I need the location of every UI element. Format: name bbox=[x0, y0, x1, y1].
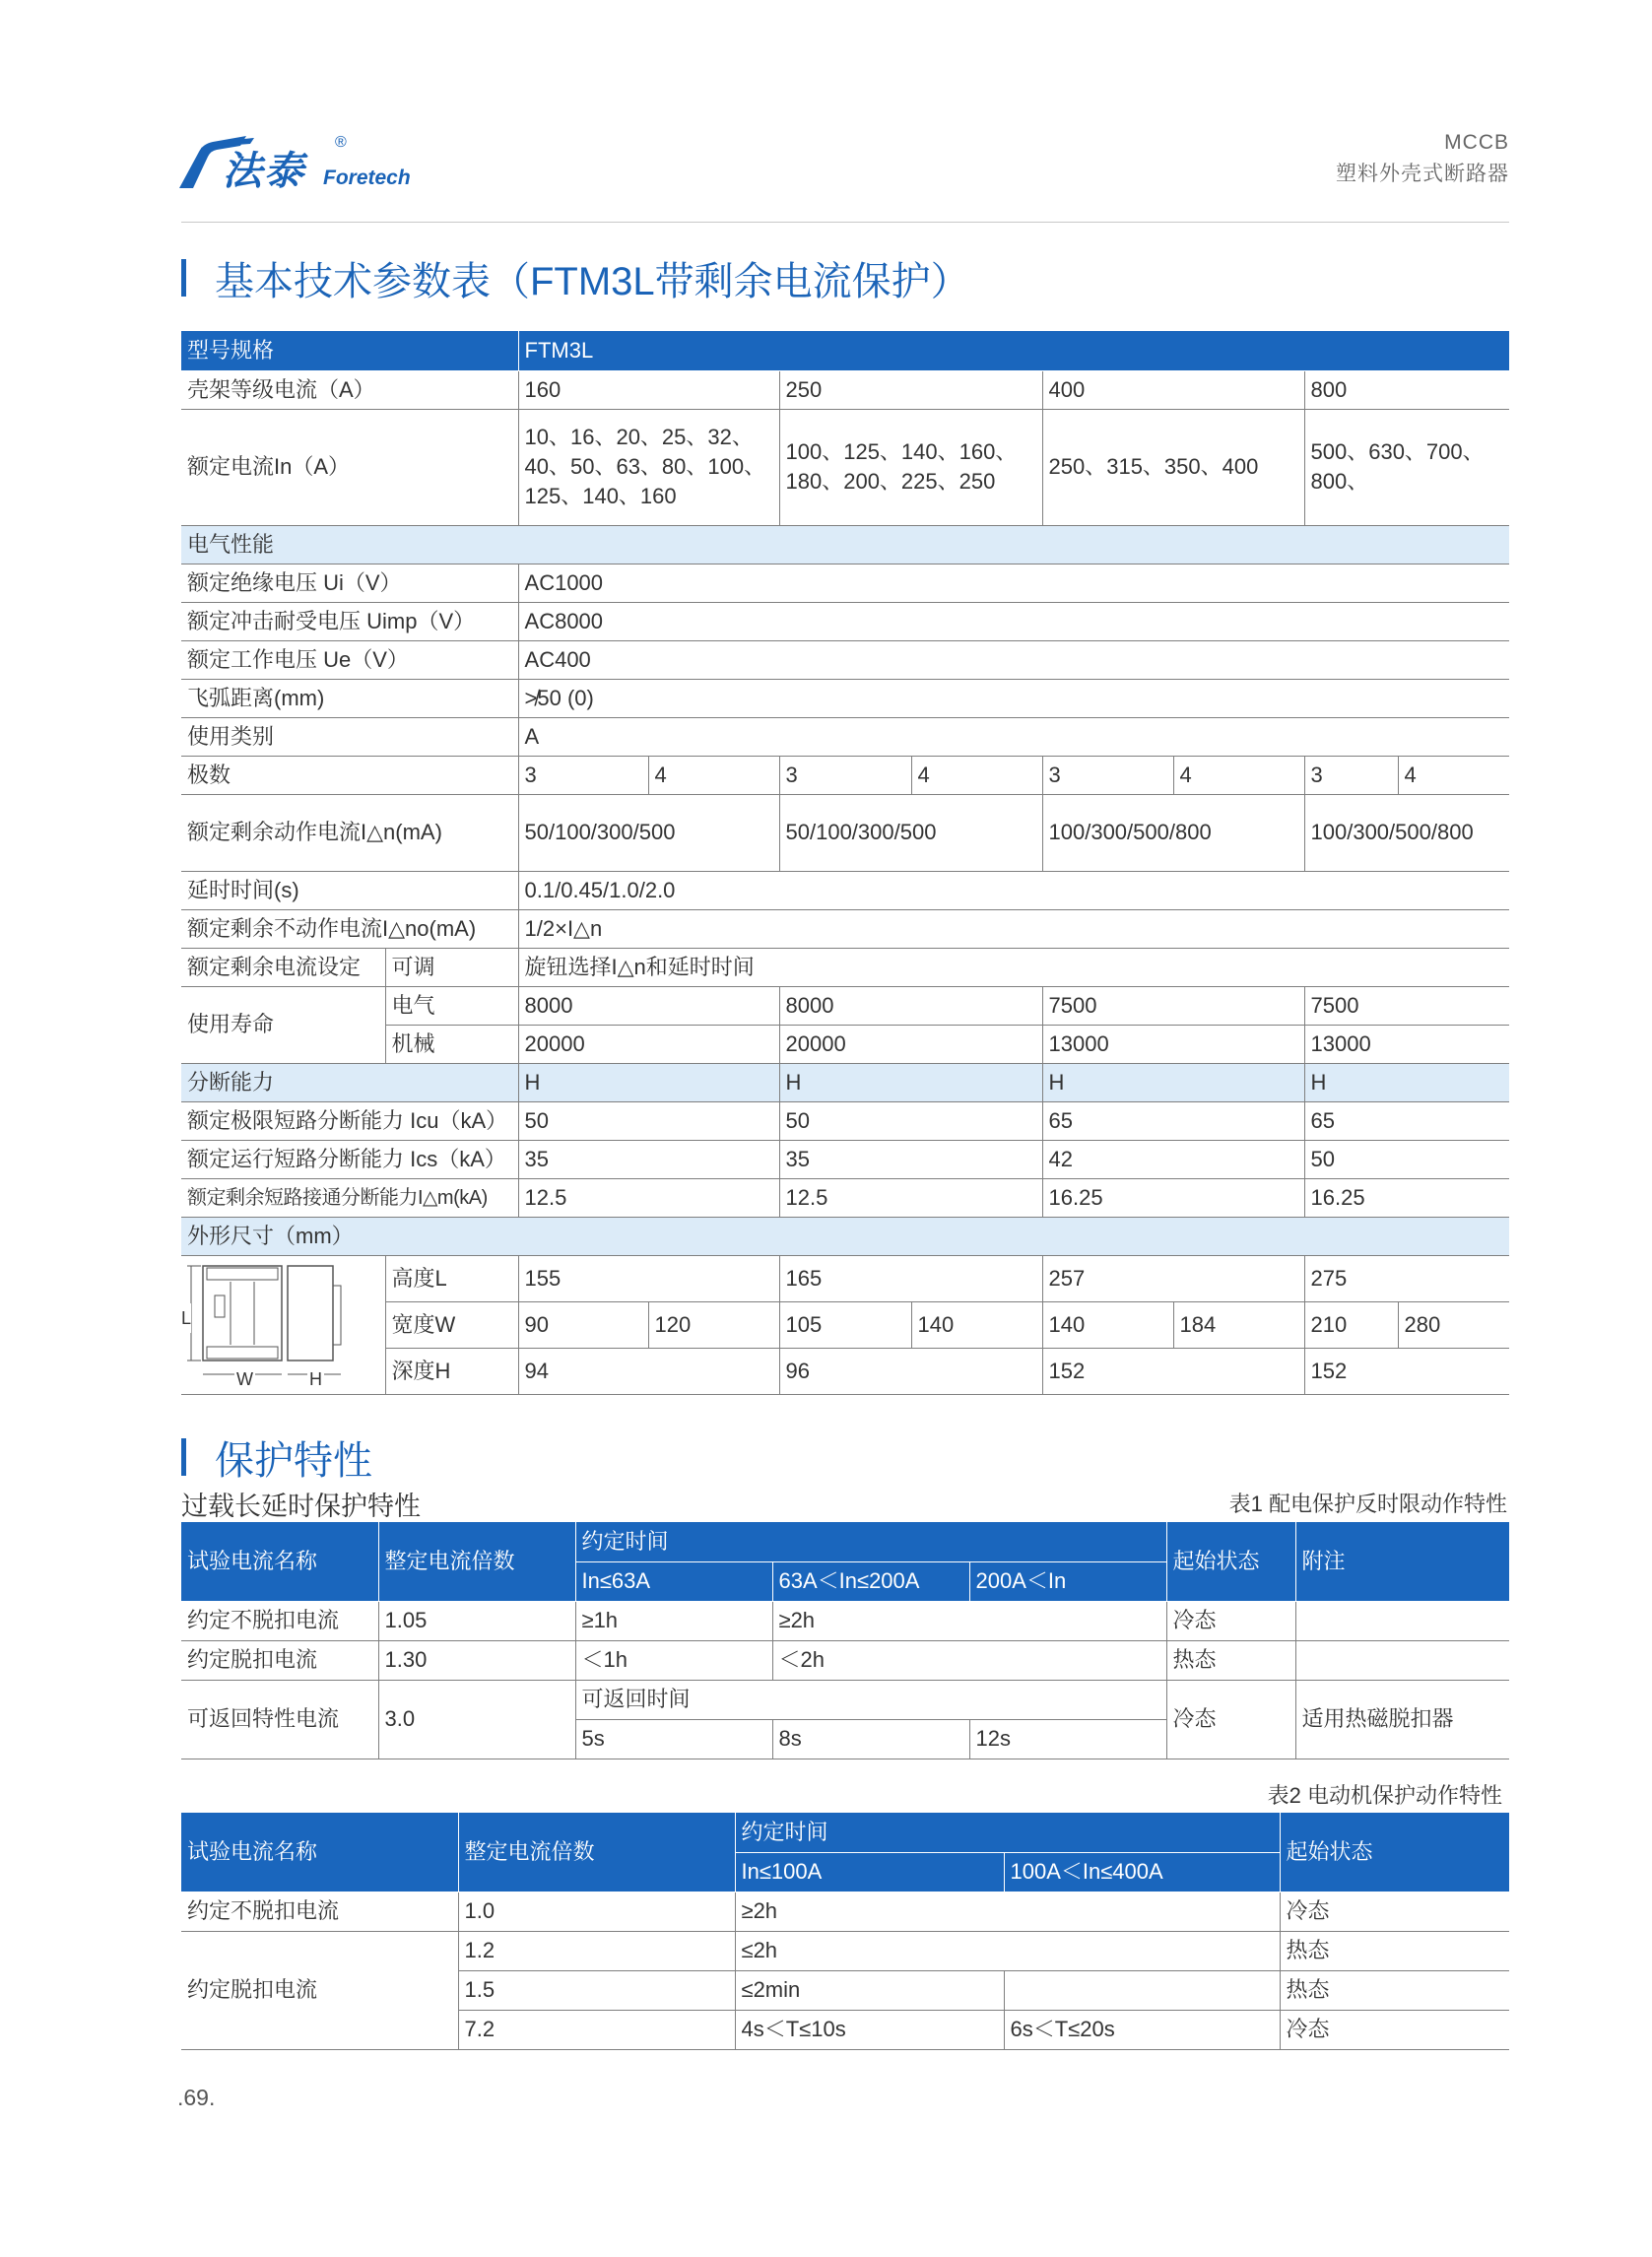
life-electric-cell: 8000 bbox=[779, 986, 1042, 1025]
delay-label: 延时时间(s) bbox=[181, 871, 518, 909]
width-cell: 105 bbox=[779, 1301, 911, 1348]
life-electric-label: 电气 bbox=[385, 986, 518, 1025]
category-value: A bbox=[518, 717, 1509, 756]
model-value: FTM3L bbox=[518, 331, 1509, 370]
t1-head-t1: In≤63A bbox=[575, 1561, 772, 1601]
dimension-diagram bbox=[181, 1255, 385, 1394]
t1-head-mult: 整定电流倍数 bbox=[378, 1522, 575, 1601]
t1-head-t3: 200A＜In bbox=[969, 1561, 1166, 1601]
t1-row-t2: ＜2h bbox=[772, 1640, 1166, 1680]
t2-row-time: ≥2h bbox=[735, 1892, 1280, 1931]
t1-return-t1: 5s bbox=[575, 1719, 772, 1759]
t1-row-state: 热态 bbox=[1166, 1640, 1295, 1680]
t1-return-note: 适用热磁脱扣器 bbox=[1295, 1680, 1509, 1759]
residual-cell: 50/100/300/500 bbox=[518, 794, 779, 871]
ue-label: 额定工作电压 Ue（V） bbox=[181, 640, 518, 679]
idm-cell: 16.25 bbox=[1042, 1178, 1304, 1217]
life-mech-cell: 13000 bbox=[1304, 1025, 1509, 1063]
setting-value: 旋钮选择I△n和延时时间 bbox=[518, 948, 1509, 986]
height-cell: 165 bbox=[779, 1255, 1042, 1301]
ics-cell: 35 bbox=[779, 1140, 1042, 1178]
t2-row-mult: 1.5 bbox=[458, 1970, 735, 2010]
height-cell: 155 bbox=[518, 1255, 779, 1301]
width-cell: 140 bbox=[911, 1301, 1042, 1348]
t1-row-mult: 1.05 bbox=[378, 1601, 575, 1640]
t2-head-mult: 整定电流倍数 bbox=[458, 1813, 735, 1892]
depth-cell: 152 bbox=[1042, 1348, 1304, 1394]
setting-label: 额定剩余电流设定 bbox=[181, 948, 385, 986]
t2-row-state: 冷态 bbox=[1280, 1892, 1509, 1931]
t1-head-state: 起始状态 bbox=[1166, 1522, 1295, 1601]
section-title-protection: 保护特性 bbox=[215, 1439, 372, 1483]
setting-sub: 可调 bbox=[385, 948, 518, 986]
frame-cell: 160 bbox=[518, 370, 779, 409]
uimp-label: 额定冲击耐受电压 Uimp（V） bbox=[181, 602, 518, 640]
t1-head-test: 试验电流名称 bbox=[181, 1522, 378, 1601]
t2-head-time: 约定时间 bbox=[735, 1813, 1280, 1852]
life-label: 使用寿命 bbox=[181, 986, 385, 1063]
header-divider bbox=[181, 222, 1509, 223]
t2-row-time: ≤2min bbox=[735, 1970, 1004, 2010]
nonop-value: 1/2×I△n bbox=[518, 909, 1509, 948]
depth-label: 深度H bbox=[385, 1348, 518, 1394]
ics-cell: 50 bbox=[1304, 1140, 1509, 1178]
poles-cell: 4 bbox=[648, 756, 779, 794]
frame-label: 壳架等级电流（A） bbox=[181, 370, 518, 409]
life-mech-cell: 20000 bbox=[779, 1025, 1042, 1063]
model-label: 型号规格 bbox=[181, 331, 518, 370]
arc-value: ≯50 (0) bbox=[518, 679, 1509, 717]
height-cell: 257 bbox=[1042, 1255, 1304, 1301]
depth-cell: 96 bbox=[779, 1348, 1042, 1394]
t2-head-t1: In≤100A bbox=[735, 1852, 1004, 1892]
rated-current-label: 额定电流In（A） bbox=[181, 409, 518, 525]
ics-cell: 42 bbox=[1042, 1140, 1304, 1178]
ue-value: AC400 bbox=[518, 640, 1509, 679]
t2-group-name: 约定脱扣电流 bbox=[181, 1931, 458, 2049]
poles-label: 极数 bbox=[181, 756, 518, 794]
t2-row-mult: 7.2 bbox=[458, 2010, 735, 2049]
subsection-overload: 过载长延时保护特性 bbox=[181, 1492, 421, 1521]
idm-cell: 12.5 bbox=[779, 1178, 1042, 1217]
poles-cell: 4 bbox=[1398, 756, 1509, 794]
life-electric-cell: 8000 bbox=[518, 986, 779, 1025]
width-cell: 210 bbox=[1304, 1301, 1398, 1348]
life-mech-cell: 20000 bbox=[518, 1025, 779, 1063]
residual-cell: 50/100/300/500 bbox=[779, 794, 1042, 871]
residual-cell: 100/300/500/800 bbox=[1304, 794, 1509, 871]
t2-row-name: 约定不脱扣电流 bbox=[181, 1892, 458, 1931]
t1-head-t2: 63A＜In≤200A bbox=[772, 1561, 969, 1601]
rated-current-cell: 250、315、350、400 bbox=[1042, 409, 1304, 525]
depth-cell: 152 bbox=[1304, 1348, 1509, 1394]
idm-cell: 12.5 bbox=[518, 1178, 779, 1217]
t1-row-name: 约定不脱扣电流 bbox=[181, 1601, 378, 1640]
t1-head-note: 附注 bbox=[1295, 1522, 1509, 1601]
t1-return-time-label: 可返回时间 bbox=[575, 1680, 1166, 1719]
t2-row-time: ≤2h bbox=[735, 1931, 1280, 1970]
t2-head-test: 试验电流名称 bbox=[181, 1813, 458, 1892]
icu-cell: 50 bbox=[779, 1101, 1042, 1140]
brand-cn: 法泰 bbox=[223, 150, 305, 193]
residual-cell: 100/300/500/800 bbox=[1042, 794, 1304, 871]
brand-en: Foretech bbox=[323, 166, 411, 189]
nonop-label: 额定剩余不动作电流I△no(mA) bbox=[181, 909, 518, 948]
frame-cell: 800 bbox=[1304, 370, 1509, 409]
t1-return-state: 冷态 bbox=[1166, 1680, 1295, 1759]
icu-cell: 65 bbox=[1042, 1101, 1304, 1140]
category-electrical: 电气性能 bbox=[181, 525, 1509, 564]
frame-cell: 400 bbox=[1042, 370, 1304, 409]
rated-current-cell: 500、630、700、800、 bbox=[1304, 409, 1509, 525]
t1-return-mult: 3.0 bbox=[378, 1680, 575, 1759]
width-label: 宽度W bbox=[385, 1301, 518, 1348]
t1-return-name: 可返回特性电流 bbox=[181, 1680, 378, 1759]
table2-caption: 表2 电动机保护动作特性 bbox=[1267, 1783, 1502, 1808]
poles-cell: 3 bbox=[1304, 756, 1398, 794]
width-cell: 120 bbox=[648, 1301, 779, 1348]
life-mech-cell: 13000 bbox=[1042, 1025, 1304, 1063]
page-number: .69. bbox=[177, 2085, 216, 2110]
breaking-label: 分断能力 bbox=[181, 1063, 518, 1101]
spec-table bbox=[181, 331, 1509, 1395]
height-label: 高度L bbox=[385, 1255, 518, 1301]
height-cell: 275 bbox=[1304, 1255, 1509, 1301]
section-title-bar bbox=[181, 1438, 186, 1476]
arc-label: 飞弧距离(mm) bbox=[181, 679, 518, 717]
poles-cell: 4 bbox=[1173, 756, 1304, 794]
poles-cell: 3 bbox=[1042, 756, 1173, 794]
dim-h-label: H bbox=[307, 1364, 324, 1394]
t1-row-note bbox=[1295, 1640, 1509, 1680]
poles-cell: 4 bbox=[911, 756, 1042, 794]
t1-return-t2: 8s bbox=[772, 1719, 969, 1759]
frame-cell: 250 bbox=[779, 370, 1042, 409]
t1-row-t2: ≥2h bbox=[772, 1601, 1166, 1640]
ui-value: AC1000 bbox=[518, 564, 1509, 602]
life-electric-cell: 7500 bbox=[1042, 986, 1304, 1025]
t2-row-time-empty bbox=[1004, 1970, 1280, 2010]
t2-row-t1: 4s＜T≤10s bbox=[735, 2010, 1004, 2049]
icu-label: 额定极限短路分断能力 Icu（kA） bbox=[181, 1101, 518, 1140]
uimp-value: AC8000 bbox=[518, 602, 1509, 640]
t1-row-mult: 1.30 bbox=[378, 1640, 575, 1680]
t2-row-mult: 1.2 bbox=[458, 1931, 735, 1970]
t1-row-state: 冷态 bbox=[1166, 1601, 1295, 1640]
registered-mark: ® bbox=[335, 134, 347, 151]
width-cell: 140 bbox=[1042, 1301, 1173, 1348]
breaking-cell: H bbox=[779, 1063, 1042, 1101]
t1-row-name: 约定脱扣电流 bbox=[181, 1640, 378, 1680]
doc-subtitle: 塑料外壳式断路器 bbox=[1336, 163, 1509, 185]
ics-label: 额定运行短路分断能力 Ics（kA） bbox=[181, 1140, 518, 1178]
idm-cell: 16.25 bbox=[1304, 1178, 1509, 1217]
idm-label: 额定剩余短路接通分断能力I△m(kA) bbox=[181, 1178, 518, 1217]
breaker-outline-icon bbox=[181, 1256, 385, 1386]
foretech-logo bbox=[177, 134, 433, 193]
poles-cell: 3 bbox=[518, 756, 648, 794]
depth-cell: 94 bbox=[518, 1348, 779, 1394]
rated-current-cell: 100、125、140、160、180、200、225、250 bbox=[779, 409, 1042, 525]
ics-cell: 35 bbox=[518, 1140, 779, 1178]
category-dimensions: 外形尺寸（mm） bbox=[181, 1217, 1509, 1255]
dim-w-label: W bbox=[234, 1364, 255, 1394]
t1-row-t1: ＜1h bbox=[575, 1640, 772, 1680]
breaking-cell: H bbox=[1042, 1063, 1304, 1101]
width-cell: 184 bbox=[1173, 1301, 1304, 1348]
rated-current-cell: 10、16、20、25、32、40、50、63、80、100、125、140、160 bbox=[518, 409, 779, 525]
life-electric-cell: 7500 bbox=[1304, 986, 1509, 1025]
t2-row-t2: 6s＜T≤20s bbox=[1004, 2010, 1280, 2049]
t1-row-t1: ≥1h bbox=[575, 1601, 772, 1640]
residual-label: 额定剩余动作电流I△n(mA) bbox=[181, 794, 518, 871]
t1-head-time: 约定时间 bbox=[575, 1522, 1166, 1561]
breaking-cell: H bbox=[1304, 1063, 1509, 1101]
t2-row-state: 冷态 bbox=[1280, 2010, 1509, 2049]
t2-row-state: 热态 bbox=[1280, 1970, 1509, 2010]
category-label: 使用类别 bbox=[181, 717, 518, 756]
section-title-specs: 基本技术参数表（FTM3L带剩余电流保护） bbox=[215, 260, 970, 303]
delay-value: 0.1/0.45/1.0/2.0 bbox=[518, 871, 1509, 909]
icu-cell: 50 bbox=[518, 1101, 779, 1140]
t2-head-state: 起始状态 bbox=[1280, 1813, 1509, 1892]
breaking-cell: H bbox=[518, 1063, 779, 1101]
table1-caption: 表1 配电保护反时限动作特性 bbox=[1228, 1492, 1507, 1516]
ui-label: 额定绝缘电压 Ui（V） bbox=[181, 564, 518, 602]
distribution-protection-table bbox=[181, 1522, 1509, 1759]
t2-head-t2: 100A＜In≤400A bbox=[1004, 1852, 1280, 1892]
dim-l-label: L bbox=[181, 1303, 191, 1333]
t1-row-note bbox=[1295, 1601, 1509, 1640]
width-cell: 90 bbox=[518, 1301, 648, 1348]
width-cell: 280 bbox=[1398, 1301, 1509, 1348]
t2-row-state: 热态 bbox=[1280, 1931, 1509, 1970]
t2-row-mult: 1.0 bbox=[458, 1892, 735, 1931]
poles-cell: 3 bbox=[779, 756, 911, 794]
motor-protection-table bbox=[181, 1813, 1509, 2050]
life-mech-label: 机械 bbox=[385, 1025, 518, 1063]
doc-code: MCCB bbox=[1444, 131, 1509, 154]
t1-return-t3: 12s bbox=[969, 1719, 1166, 1759]
section-title-bar bbox=[181, 259, 186, 297]
icu-cell: 65 bbox=[1304, 1101, 1509, 1140]
